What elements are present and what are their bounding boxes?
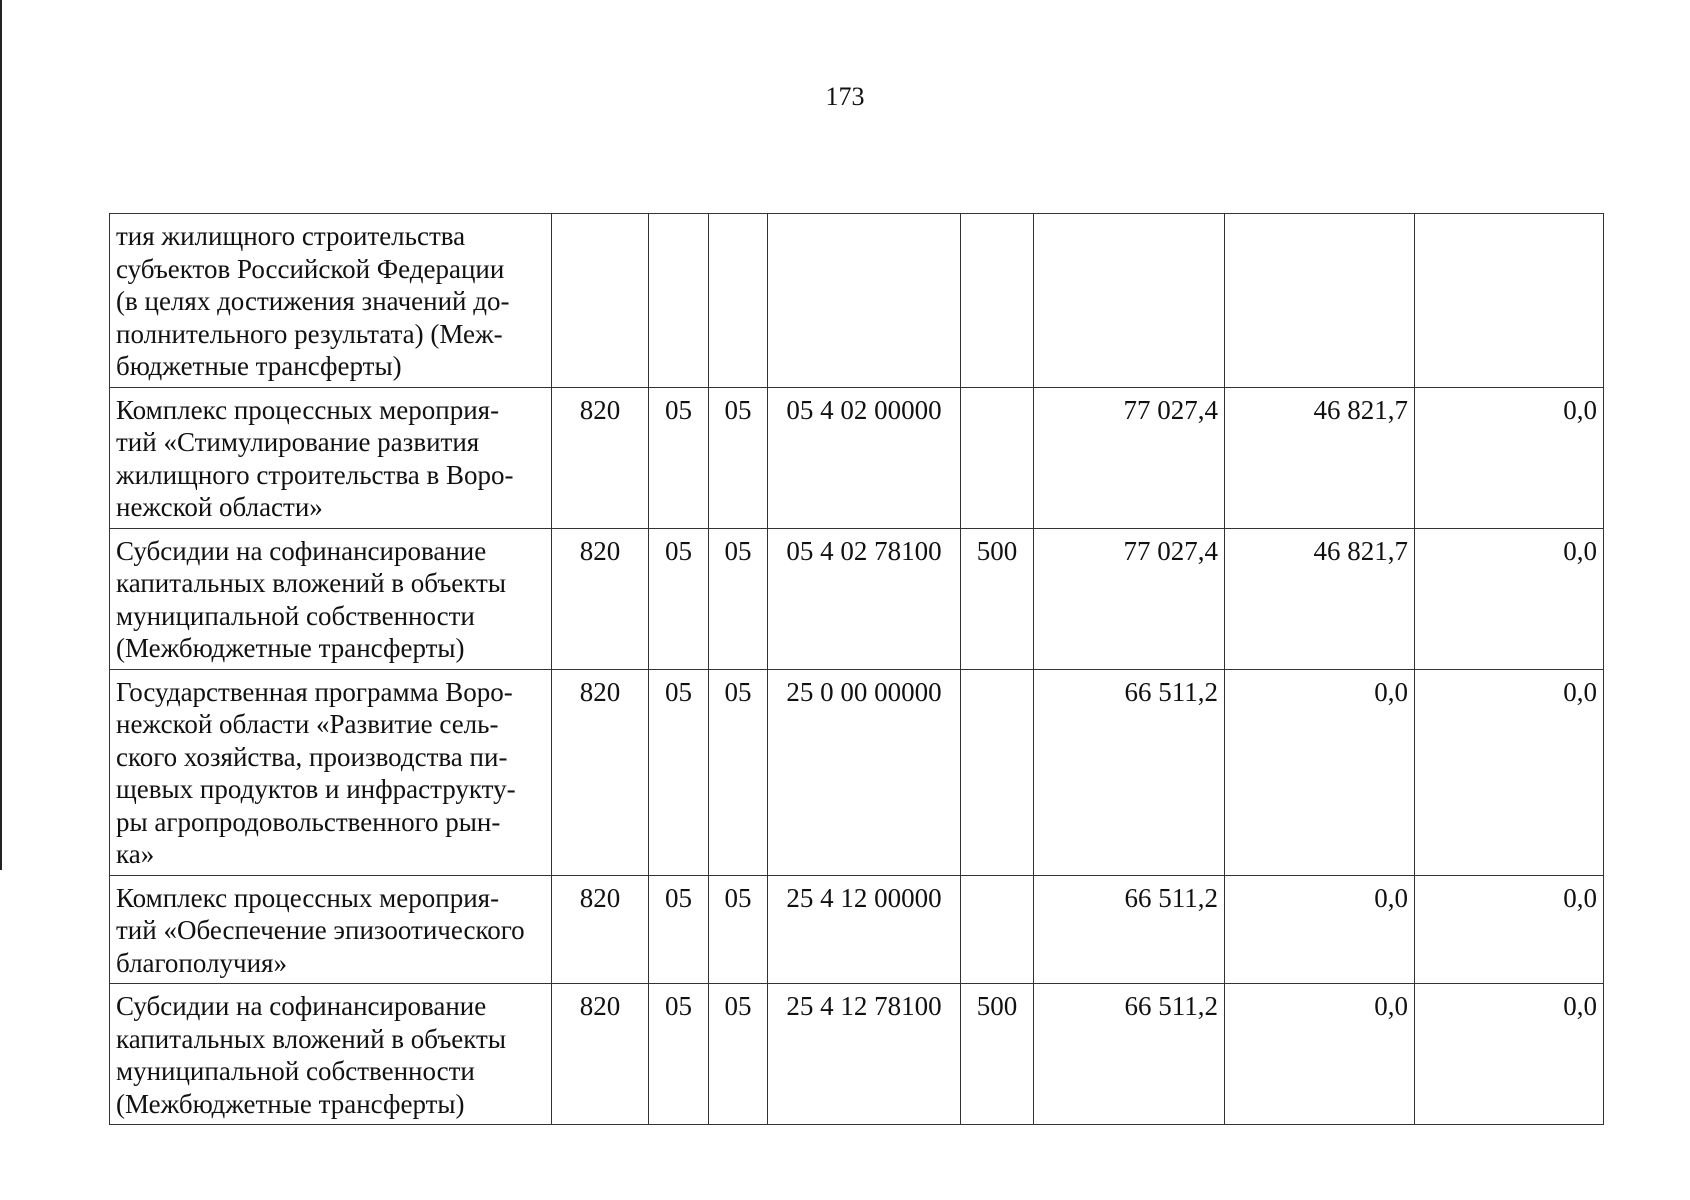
- row-name-cell: Комплекс процессных мероприя- тий «Стимулирование развития жилищного строительства в Воро- нежской области»: [110, 387, 552, 528]
- ministry-code-cell: [552, 214, 649, 388]
- budget-table: [109, 213, 1604, 1125]
- page-left-edge-line: [0, 0, 2, 870]
- target-article-code-cell: 25 0 00 00000: [768, 669, 961, 875]
- amount-year-1-cell: 66 511,2: [1034, 875, 1225, 984]
- amount-year-3-cell: 0,0: [1415, 669, 1604, 875]
- amount-year-3-cell: 0,0: [1415, 528, 1604, 669]
- amount-year-2-cell: 0,0: [1225, 669, 1415, 875]
- row-name-cell: Субсидии на софинансирование капитальных вложений в объекты муниципальной собственности (Межбюджетные трансферты): [110, 528, 552, 669]
- target-article-code-cell: [768, 214, 961, 388]
- expense-type-code-cell: [961, 214, 1034, 388]
- amount-year-3-cell: 0,0: [1415, 387, 1604, 528]
- table-row: [110, 984, 1604, 1125]
- table-row: [110, 387, 1604, 528]
- ministry-code-cell: 820: [552, 387, 649, 528]
- row-name-cell: Субсидии на софинансирование капитальных вложений в объекты муниципальной собственности (Межбюджетные трансферты): [110, 984, 552, 1125]
- amount-year-3-cell: [1415, 214, 1604, 388]
- ministry-code-cell: 820: [552, 984, 649, 1125]
- table-body: [110, 214, 1604, 1125]
- row-name-cell: тия жилищного строительства субъектов Российской Федерации (в целях достижения значений до- полнительного результата) (Меж- бюджетные трансферты): [110, 214, 552, 388]
- subsection-code-cell: 05: [709, 984, 768, 1125]
- table-row: [110, 528, 1604, 669]
- section-code-cell: 05: [649, 875, 709, 984]
- expense-type-code-cell: [961, 875, 1034, 984]
- expense-type-code-cell: [961, 387, 1034, 528]
- amount-year-1-cell: [1034, 214, 1225, 388]
- row-name-cell: Комплекс процессных мероприя- тий «Обеспечение эпизоотического благополучия»: [110, 875, 552, 984]
- table-row: [110, 214, 1604, 388]
- section-code-cell: 05: [649, 669, 709, 875]
- target-article-code-cell: 25 4 12 00000: [768, 875, 961, 984]
- section-code-cell: [649, 214, 709, 388]
- subsection-code-cell: 05: [709, 387, 768, 528]
- subsection-code-cell: [709, 214, 768, 388]
- ministry-code-cell: 820: [552, 528, 649, 669]
- amount-year-1-cell: 77 027,4: [1034, 387, 1225, 528]
- subsection-code-cell: 05: [709, 669, 768, 875]
- subsection-code-cell: 05: [709, 528, 768, 669]
- ministry-code-cell: 820: [552, 875, 649, 984]
- ministry-code-cell: 820: [552, 669, 649, 875]
- amount-year-2-cell: 0,0: [1225, 875, 1415, 984]
- amount-year-3-cell: 0,0: [1415, 875, 1604, 984]
- amount-year-1-cell: 66 511,2: [1034, 669, 1225, 875]
- expense-type-code-cell: 500: [961, 528, 1034, 669]
- target-article-code-cell: 05 4 02 78100: [768, 528, 961, 669]
- amount-year-1-cell: 77 027,4: [1034, 528, 1225, 669]
- section-code-cell: 05: [649, 528, 709, 669]
- table-row: [110, 669, 1604, 875]
- section-code-cell: 05: [649, 387, 709, 528]
- amount-year-2-cell: 46 821,7: [1225, 387, 1415, 528]
- amount-year-2-cell: 46 821,7: [1225, 528, 1415, 669]
- target-article-code-cell: 25 4 12 78100: [768, 984, 961, 1125]
- amount-year-3-cell: 0,0: [1415, 984, 1604, 1125]
- page-number: 173: [825, 82, 865, 111]
- section-code-cell: 05: [649, 984, 709, 1125]
- row-name-cell: Государственная программа Воро- нежской области «Развитие сель- ского хозяйства, производства пи- щевых продуктов и инфраструкту- ры агропродовольственного рын- ка»: [110, 669, 552, 875]
- subsection-code-cell: 05: [709, 875, 768, 984]
- amount-year-2-cell: 0,0: [1225, 984, 1415, 1125]
- expense-type-code-cell: 500: [961, 984, 1034, 1125]
- amount-year-1-cell: 66 511,2: [1034, 984, 1225, 1125]
- table-row: [110, 875, 1604, 984]
- target-article-code-cell: 05 4 02 00000: [768, 387, 961, 528]
- amount-year-2-cell: [1225, 214, 1415, 388]
- expense-type-code-cell: [961, 669, 1034, 875]
